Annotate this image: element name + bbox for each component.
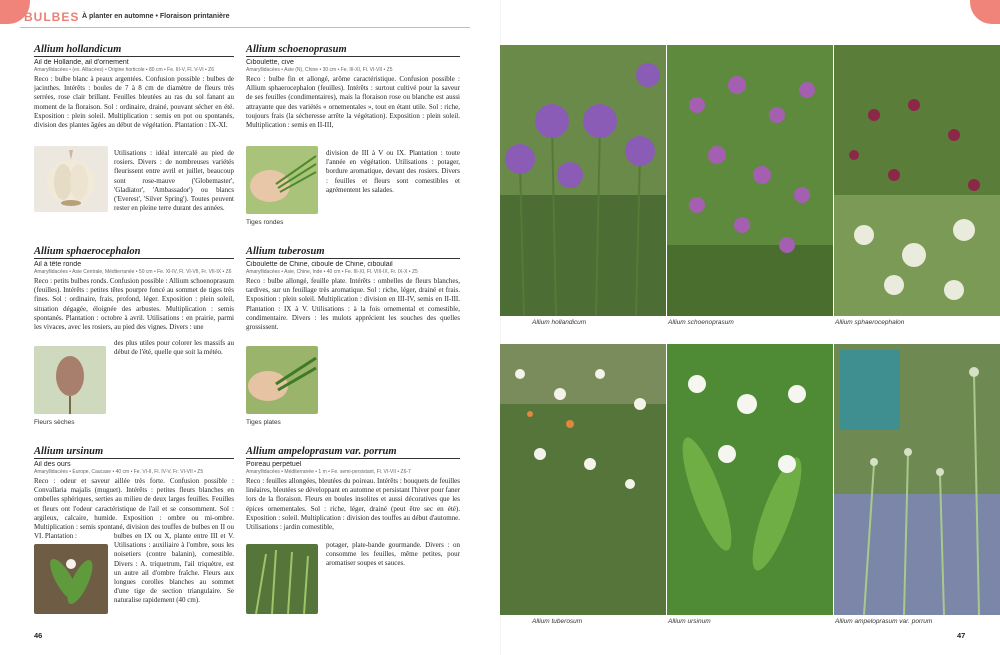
entry-body: Reco : petits bulbes ronds. Confusion possible : Allium schoenoprasum (feuilles). Intérêts : petites têtes pourpre foncé au sommet de tiges très fines. Sol : ordinaire, frais, profond, léger. Exposition : plein soleil, situation dégagée, éloignée des arbustes. Multiplication : semis spontanés. Plantation : octobre à avril. Utilisations : en prairie, parmi les vivaces, avec les rosiers, au pied des vignes. Divers : une [34, 277, 234, 332]
photo-allium-hollandicum [500, 45, 666, 316]
entry-allium-ampeloprasum [246, 446, 460, 541]
photo-caption: Allium ampeloprasum var. porrum [835, 618, 933, 625]
photo-caption: Allium tuberosum [532, 618, 583, 625]
entry-allium-sphaerocephalon [34, 246, 234, 341]
entry-title: Allium ampeloprasum var. porrum [246, 446, 460, 459]
photo-allium-sphaerocephalon [834, 45, 1000, 316]
entry-title: Allium sphaerocephalon [34, 246, 234, 259]
flat-stems-photo [246, 346, 318, 414]
running-title: À planter en automne • Floraison printanière [82, 13, 230, 20]
chive-stems-photo [246, 146, 318, 214]
thumb-caption: Tiges rondes [246, 219, 284, 226]
entry-common-name: Ciboulette de Chine, ciboule de Chine, ciboulail [246, 261, 393, 268]
photo-caption: Allium hollandicum [532, 319, 587, 326]
entry-allium-ursinum [34, 446, 234, 541]
entry-title: Allium schoenoprasum [246, 44, 460, 57]
page-number-left: 46 [34, 631, 43, 640]
photo-caption: Allium ursinum [668, 618, 711, 625]
entry-title: Allium tuberosum [246, 246, 460, 259]
entry-body-continued: bulbes en IX ou X, plante entre III et V. Utilisations : auxiliaire à l'ombre, sous les noisetiers (contre balanin), comestible. Divers : A. triquetrum, l'ail triquètre, est un autre ail d'ombre fraîche. Fleurs aux longues corolles blanches au sommet d'une tige de section triangulaire. Se naturalise rapidement (40 cm). [114, 532, 234, 605]
entry-allium-schoenoprasum [246, 44, 460, 139]
thumb-caption: Tiges plates [246, 419, 281, 426]
entry-body-continued: division de III à V ou IX. Plantation : toute l'année en végétation. Utilisations : potager, bordure aromatique, devant des rosiers. Divers : feuilles et fleurs sont comestibles et agrémentent les salades. [326, 149, 460, 193]
entry-body: Reco : bulbe fin et allongé, arôme caractéristique. Confusion possible : Allium sphaerocephalon (feuilles). Intérêts : surtout cultivé pour la saveur de ses feuilles (condimentaires), mais la floraison rose ou blanche est aussi attrayante que des variétés « ornementales », tout en étant utile. Sol : riche, toujours frais (la sécheresse arrête la végétation). Exposition : plein soleil. Multiplication : semis en II-III, [246, 75, 460, 130]
entry-body: Reco : bulbe blanc à peaux argentées. Confusion possible : bulbes de jacinthes. Intérêts : boules de 7 à 8 cm de diamètre de fleurs très serrées, rose clair brillant. Feuilles bleutées au ras du sol fanant au moment de la floraison. Sol : ordinaire, drainé, pouvant sécher en été. Exposition : plein soleil. Multiplication : semis en pot ou spontanés, division des plantes âgées au début de végétation. Plantation : IX-XI. [34, 75, 234, 130]
entry-common-name: Ail à tête ronde [34, 261, 82, 268]
entry-body: Reco : bulbe allongé, feuille plate. Intérêts : ombelles de fleurs blanches, tardives, sur un feuillage très aromatique. Sol : riche, léger, drainé et frais. Exposition : plein soleil. Multiplication : division en III-IV, semis en II-III. Plantation : IX à V. Utilisations : à la fois ornemental et comestible, condimentaire. Divers : les mulots apprécient les souches des quelles grossissent. [246, 277, 460, 332]
dried-flower-photo [34, 346, 106, 414]
entry-body-continued: des plus utiles pour colorer les massifs au début de l'été, quelle que soit la météo. [114, 339, 234, 357]
entry-title: Allium hollandicum [34, 44, 234, 57]
entry-body: Reco : odeur et saveur aillée très forte. Confusion possible : Convallaria majalis (muguet). Intérêts : petites fleurs blanches en ombelles sphériques, serties au milieu de deux larges feuilles. Feuilles et fleurs ont l'odeur caractéristique de l'ail et se consomment. Sol : argileux, calcaire, humide. Exposition : ombre ou mi-ombre. Multiplication : semis spontané, division des touffes de bulbes en II ou VI. Plantation : [34, 477, 234, 541]
entry-body: Reco : feuilles allongées, bleutées du poireau. Intérêts : bouquets de feuilles linéaires, bleutées se développant en automne et persistant l'hiver pour faner lors de la floraison. Fleurs en boules insolites et aussi décoratives que les épices ornementales. Sol : riche, léger, drainé (peut être sec en été). Exposition : soleil. Multiplication : division des touffes au début d'automne. Utilisations : jardin comestible, [246, 477, 460, 532]
entry-meta: Amaryllidacées • Méditerranée • 1 m • Fe. semi-persistant, Fl. VI-VII • Z6-7 [246, 469, 411, 475]
entry-allium-tuberosum [246, 246, 460, 341]
entry-common-name: Ail de Hollande, ail d'ornement [34, 59, 129, 66]
entry-meta: Amaryllidacées • (ex. Alliacées) • Origine horticole • 80 cm • Fe. III-V, Fl. V-VI • Z6 [34, 67, 215, 73]
entry-body-continued: Utilisations : idéal intercalé au pied de rosiers. Divers : de nombreuses variétés fleurissent entre avril et juillet, beaucoup sont rose-mauve ('Globemaster', 'Gladiator', 'Ambassador') ou blancs ('Everest', 'Silver Spring'). Toutes peuvent rester en pleine terre durant des années. [114, 149, 234, 213]
page-number-right: 47 [957, 631, 966, 640]
garlic-bulb-photo [34, 146, 108, 212]
wild-garlic-photo [34, 544, 108, 614]
entry-body-continued: potager, plate-bande gourmande. Divers : on consomme les feuilles, même petites, pour aromatiser soupes et sauces. [326, 541, 460, 568]
leek-photo [246, 544, 318, 614]
entry-common-name: Ail des ours [34, 461, 71, 468]
entry-allium-hollandicum [34, 44, 234, 139]
entry-meta: Amaryllidacées • Asie Centrale, Méditerranée • 50 cm • Fe. XI-IV, Fl. VI-VII, Fr. VII-IX • Z6 [34, 269, 232, 275]
photo-allium-tuberosum [500, 344, 666, 615]
header-rule [20, 27, 470, 28]
entry-meta: Amaryllidacées • Asie (N), Chine • 30 cm • Fe. III-XI, Fl. VI-VII • Z5 [246, 67, 393, 73]
entry-common-name: Poireau perpétuel [246, 461, 302, 468]
section-title: BULBES [24, 10, 80, 24]
photo-allium-schoenoprasum [667, 45, 833, 316]
thumb-caption: Fleurs sèches [34, 419, 75, 426]
photo-caption: Allium schoenoprasum [668, 319, 734, 326]
entry-common-name: Ciboulette, cive [246, 59, 294, 66]
corner-tab-right [970, 0, 1000, 24]
entry-meta: Amaryllidacées • Asie, Chine, Inde • 40 cm • Fe. III-XI, Fl. VIII-IX, Fr. IX-X • Z5 [246, 269, 418, 275]
photo-allium-ursinum [667, 344, 833, 615]
photo-allium-ampeloprasum [834, 344, 1000, 615]
entry-meta: Amaryllidacées • Europe, Caucase • 40 cm • Fe. VI-II, Fl. IV-V, Fr. VI-VII • Z5 [34, 469, 204, 475]
photo-caption: Allium sphaerocephalon [835, 319, 905, 326]
entry-title: Allium ursinum [34, 446, 234, 459]
